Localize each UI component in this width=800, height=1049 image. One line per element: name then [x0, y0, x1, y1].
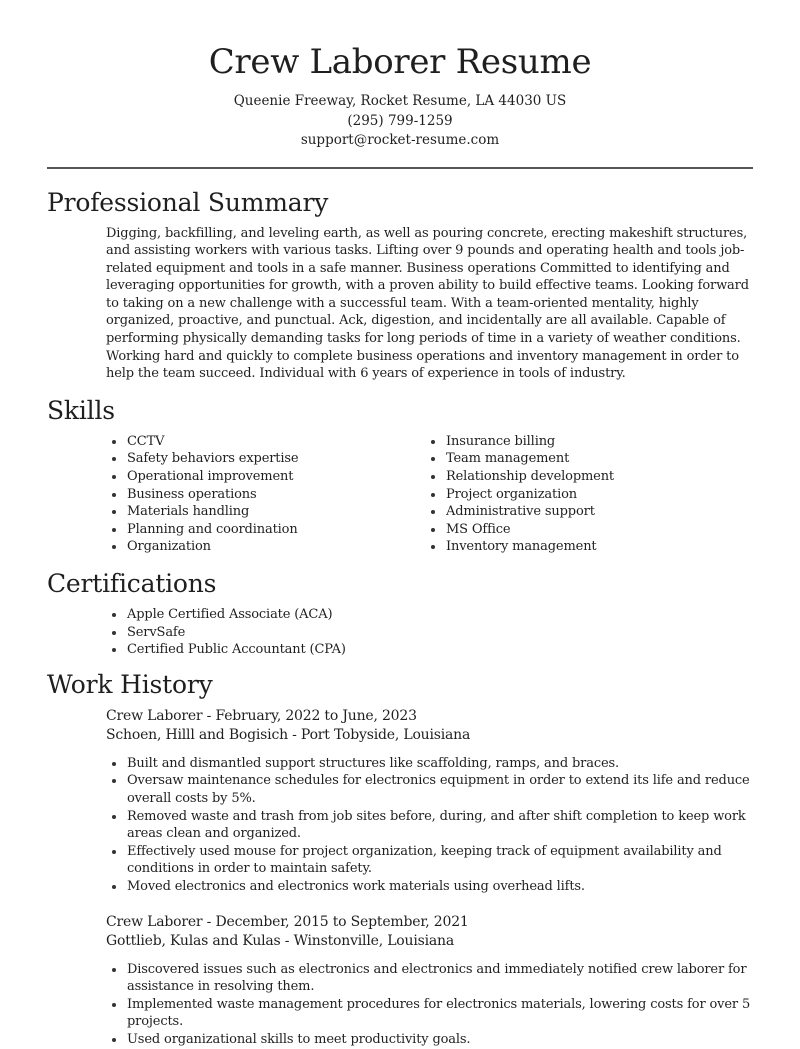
job-bullet: Implemented waste management procedures for electronics materials, lowering costs for over 5 projects. [106, 996, 753, 1031]
skill-item: Safety behaviors expertise [106, 450, 425, 468]
skill-item: Inventory management [425, 538, 744, 556]
certifications-list [106, 606, 800, 659]
job-bullet: Removed waste and trash from job sites before, during, and after shift completion to keep work areas clean and organized. [106, 808, 753, 843]
header-divider [47, 167, 753, 169]
professional-summary-section [0, 187, 800, 383]
section-heading-work-history: Work History [47, 669, 213, 699]
skill-item: Insurance billing [425, 433, 744, 451]
job-bullet: Moved electronics and electronics work materials using overhead lifts. [106, 878, 753, 896]
contact-email: support@rocket-resume.com [300, 132, 500, 148]
contact-phone: (295) 799-1259 [347, 112, 453, 129]
skill-item: Team management [425, 450, 744, 468]
skill-item: Planning and coordination [106, 521, 425, 539]
skill-item: Administrative support [425, 503, 744, 521]
work-history-section [0, 669, 800, 1049]
skill-item: Materials handling [106, 503, 425, 521]
job-bullet: Built and dismantled support structures like scaffolding, ramps, and braces. [106, 755, 753, 773]
skill-item: Operational improvement [106, 468, 425, 486]
job-bullets [106, 755, 753, 896]
job-bullet: Oversaw maintenance schedules for electronics equipment in order to extend its life and reduce overall costs by 5%. [106, 772, 753, 807]
job-bullet: Effectively used mouse for project organization, keeping track of equipment availability and conditions in order to maintain safety. [106, 843, 753, 878]
contact-address: Queenie Freeway, Rocket Resume, LA 44030 US [233, 93, 567, 109]
job-bullet: Discovered issues such as electronics and electronics and immediately notified crew laborer for assistance in resolving them. [106, 961, 753, 996]
skill-item: CCTV [106, 433, 425, 451]
skill-item: Organization [106, 538, 425, 556]
skills-section [0, 395, 800, 556]
job-bullet: Used organizational skills to meet productivity goals. [106, 1031, 753, 1049]
job-company-location: Schoen, Hilll and Bogisich - Port Tobyside, Louisiana [106, 726, 471, 743]
job-entry [106, 913, 753, 1049]
job-title-dates: Crew Laborer - December, 2015 to September, 2021 [106, 913, 469, 930]
skill-item: Project organization [425, 486, 744, 504]
resume-title: Crew Laborer Resume [208, 42, 592, 82]
skills-grid [106, 433, 800, 556]
contact-block [0, 92, 800, 151]
certifications-section [0, 568, 800, 659]
skills-column-left [106, 433, 425, 556]
section-heading-certifications: Certifications [47, 569, 217, 598]
section-heading-summary: Professional Summary [47, 187, 329, 217]
skill-item: Relationship development [425, 468, 744, 486]
job-company-location: Gottlieb, Kulas and Kulas - Winstonville, Louisiana [106, 932, 454, 949]
job-entry [106, 707, 753, 896]
resume-header [0, 0, 800, 169]
certification-item: Certified Public Accountant (CPA) [106, 641, 800, 659]
skill-item: Business operations [106, 486, 425, 504]
job-title-dates: Crew Laborer - February, 2022 to June, 2023 [106, 707, 417, 724]
summary-text: Digging, backfilling, and leveling earth, as well as pouring concrete, erecting makeshift structures, and assisting workers with various tasks. Lifting over 9 pounds and operating health and tools job-related equipment and tools in a safe manner. Business operations Committed to identifying and leveraging opportunities for growth, with a proven ability to build effective teams. Looking forward to taking on a new challenge with a successful team. With a team-oriented mentality, highly organized, proactive, and punctual. Ack, digestion, and incidentally are all available. Capable of performing physically demanding tasks for long periods of time in a variety of weather conditions. Working hard and quickly to complete business operations and inventory management in order to help the team succeed. Individual with 6 years of experience in tools of industry. [106, 225, 749, 382]
job-bullets [106, 961, 753, 1049]
certification-item: Apple Certified Associate (ACA) [106, 606, 800, 624]
certification-item: ServSafe [106, 624, 800, 642]
section-heading-skills: Skills [47, 395, 115, 425]
skill-item: MS Office [425, 521, 744, 539]
skills-column-right [425, 433, 744, 556]
